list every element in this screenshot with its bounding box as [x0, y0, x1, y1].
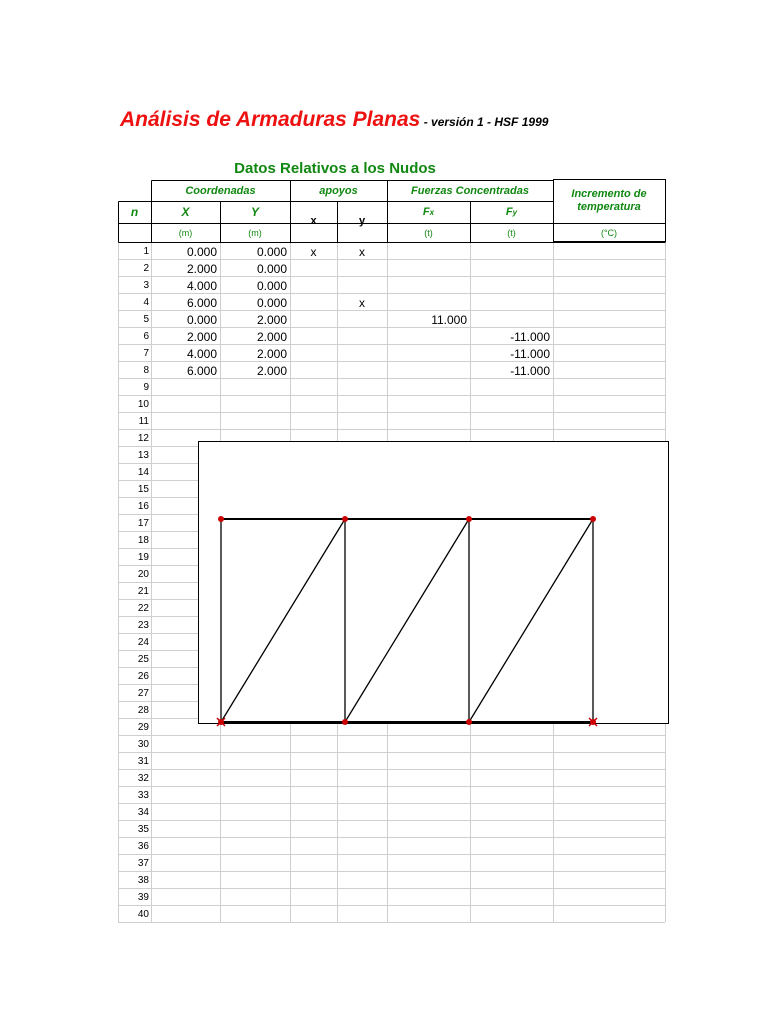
truss-node — [466, 719, 472, 725]
cell-n: 19 — [137, 552, 149, 563]
truss-node — [342, 516, 348, 522]
title-main: Análisis de Armaduras Planas — [120, 108, 421, 131]
cell-X: 6.000 — [186, 295, 217, 310]
cell-n: 20 — [137, 569, 149, 580]
cell-Fx: 11.000 — [431, 312, 467, 327]
cell-Y: 2.000 — [256, 363, 287, 378]
cell-n: 31 — [137, 756, 149, 767]
cell-n: 34 — [137, 807, 149, 818]
cell-Y: 2.000 — [256, 329, 287, 344]
unit-temperatura: (°C) — [600, 227, 618, 238]
cell-n: 17 — [137, 518, 149, 529]
cell-X: 0.000 — [186, 312, 217, 327]
cell-n: 35 — [137, 824, 149, 835]
cell-n: 24 — [137, 637, 149, 648]
header-apoyo-x: x — [310, 215, 317, 227]
cell-n: 21 — [137, 586, 149, 597]
cell-n: 15 — [137, 484, 149, 495]
cell-n: 8 — [143, 365, 149, 376]
cell-Y: 2.000 — [256, 312, 287, 327]
header-Fy-sub: y — [512, 207, 518, 217]
cell-sy: x — [359, 295, 365, 310]
cell-X: 2.000 — [186, 261, 217, 276]
unit-Fx: (t) — [424, 227, 433, 238]
cell-Fy: -11.000 — [510, 329, 550, 344]
header-fuerzas: Fuerzas Concentradas — [411, 184, 529, 197]
cell-n: 10 — [137, 399, 149, 410]
cell-X: 4.000 — [186, 278, 217, 293]
header-apoyo-y: y — [358, 215, 366, 227]
truss-node — [218, 516, 224, 522]
cell-n: 36 — [137, 841, 149, 852]
header-Fx-base: F — [422, 206, 430, 218]
cell-n: 13 — [137, 450, 149, 461]
cell-Y: 0.000 — [256, 295, 287, 310]
cell-n: 16 — [137, 501, 149, 512]
title-version: - versión 1 - HSF 1999 — [420, 115, 549, 129]
header-incremento-temperatura: Incremento de temperatura — [571, 188, 647, 213]
cell-n: 30 — [137, 739, 149, 750]
truss-node — [466, 516, 472, 522]
cell-n: 9 — [143, 382, 149, 393]
cell-X: 6.000 — [186, 363, 217, 378]
cell-n: 26 — [137, 671, 149, 682]
truss-node — [342, 719, 348, 725]
cell-n: 14 — [137, 467, 149, 478]
header-Y: Y — [250, 205, 259, 219]
cell-n: 2 — [143, 263, 149, 274]
cell-n: 23 — [137, 620, 149, 631]
header-X: X — [181, 205, 190, 219]
cell-X: 4.000 — [186, 346, 217, 361]
cell-n: 39 — [137, 892, 149, 903]
header-Fy-base: F — [505, 206, 513, 218]
header-Fx — [387, 201, 470, 223]
cell-n: 18 — [137, 535, 149, 546]
cell-n: 25 — [137, 654, 149, 665]
cell-n: 37 — [137, 858, 149, 869]
unit-Y: (m) — [248, 227, 262, 238]
cell-n: 27 — [137, 688, 149, 699]
cell-Y: 0.000 — [256, 261, 287, 276]
header-Fy — [470, 201, 553, 223]
cell-Y: 0.000 — [256, 278, 287, 293]
truss-node — [590, 516, 596, 522]
truss-plot-panel — [199, 442, 669, 724]
cell-sy: x — [359, 244, 365, 259]
cell-X: 0.000 — [186, 244, 217, 259]
header-n: n — [130, 205, 139, 219]
cell-n: 1 — [143, 246, 149, 257]
unit-Fy: (t) — [507, 227, 516, 238]
cell-Fy: -11.000 — [510, 363, 550, 378]
cell-Y: 2.000 — [256, 346, 287, 361]
cell-n: 29 — [137, 722, 149, 733]
cell-n: 4 — [143, 297, 149, 308]
cell-n: 28 — [137, 705, 149, 716]
cell-Y: 0.000 — [256, 244, 287, 259]
cell-n: 11 — [138, 416, 149, 427]
cell-n: 22 — [137, 603, 149, 614]
cell-n: 6 — [143, 331, 149, 342]
cell-n: 7 — [143, 348, 149, 359]
header-Fx-sub: x — [429, 207, 435, 217]
cell-n: 32 — [137, 773, 149, 784]
cell-n: 40 — [137, 909, 149, 920]
header-apoyos: apoyos — [319, 184, 358, 197]
cell-n: 38 — [137, 875, 149, 886]
cell-n: 3 — [143, 280, 149, 291]
cell-Fy: -11.000 — [510, 346, 550, 361]
cell-n: 12 — [137, 433, 149, 444]
cell-sx: x — [310, 244, 317, 259]
header-coordenadas: Coordenadas — [185, 184, 256, 197]
cell-n: 33 — [137, 790, 149, 801]
cell-X: 2.000 — [186, 329, 217, 344]
section-title: Datos Relativos a los Nudos — [234, 160, 436, 177]
cell-n: 5 — [143, 314, 149, 325]
unit-X: (m) — [178, 227, 193, 238]
